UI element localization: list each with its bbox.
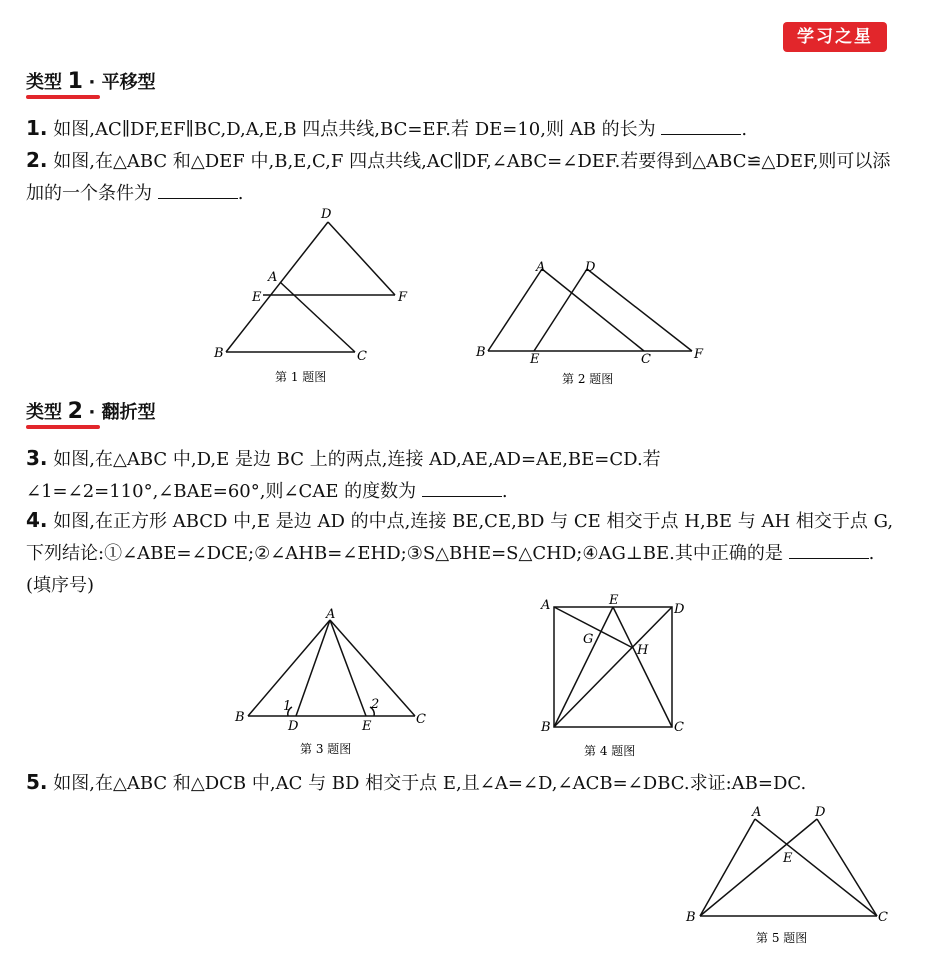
- figure-caption: 第 5 题图: [756, 931, 808, 945]
- label-c: C: [416, 712, 426, 727]
- figure-caption: 第 2 题图: [562, 372, 614, 386]
- label-a: A: [268, 270, 278, 285]
- segment-be: [554, 607, 613, 727]
- question-5: [26, 766, 894, 800]
- question-number: 1.: [26, 116, 48, 140]
- question-4: [26, 504, 894, 602]
- figure-caption: 第 3 题图: [300, 742, 352, 756]
- label-c: C: [878, 910, 888, 925]
- question-tail: .: [741, 119, 748, 140]
- section-heading-type-2: [26, 398, 156, 424]
- angle-1-label: 1: [283, 699, 292, 714]
- answer-blank[interactable]: [158, 180, 238, 199]
- segment-ae: [330, 620, 366, 716]
- figure-2: [472, 255, 712, 390]
- angle-2-label: 2: [371, 697, 380, 712]
- section-title: · 翻折型: [88, 402, 156, 423]
- question-number: 4.: [26, 508, 48, 532]
- question-number: 3.: [26, 446, 48, 470]
- figure-4: [537, 592, 697, 762]
- label-c: C: [641, 352, 651, 367]
- label-e: E: [362, 719, 372, 734]
- answer-blank[interactable]: [789, 540, 869, 559]
- question-number: 5.: [26, 770, 48, 794]
- segment-ce: [613, 607, 672, 727]
- label-c: C: [357, 349, 367, 364]
- label-a: A: [752, 805, 762, 820]
- section-underline: [26, 425, 100, 429]
- label-c: C: [674, 720, 684, 735]
- label-d: D: [321, 207, 332, 222]
- segment-bd: [554, 607, 672, 727]
- segment-de: [534, 269, 587, 351]
- section-number: 2: [67, 399, 83, 424]
- segment-ac: [280, 282, 355, 352]
- label-e: E: [252, 290, 262, 305]
- label-f: F: [398, 290, 408, 305]
- segment-ab: [700, 819, 755, 916]
- figure-caption: 第 1 题图: [275, 370, 327, 384]
- label-g: G: [583, 632, 594, 647]
- question-1: [26, 112, 894, 146]
- label-e: E: [783, 851, 793, 866]
- segment-ab: [488, 269, 542, 351]
- answer-blank[interactable]: [422, 478, 502, 497]
- label-f: F: [694, 347, 704, 362]
- segment-ah: [554, 607, 633, 648]
- answer-blank[interactable]: [661, 116, 741, 135]
- figure-5: [682, 800, 892, 950]
- label-b: B: [235, 710, 245, 725]
- question-text: 如图,在正方形 ABCD 中,E 是边 AD 的中点,连接 BE,CE,BD 与 CE 相交于点 H,BE 与 AH 相交于点 G,下列结论:①∠ABE=∠DCE;②∠AHB=∠EHD;③S△BHE=S△CHD;④AG⊥BE.其中正确的是: [26, 511, 894, 564]
- section-number: 1: [67, 69, 83, 94]
- figure-caption: 第 4 题图: [584, 744, 636, 758]
- label-a: A: [536, 260, 546, 275]
- section-heading-type-1: [26, 68, 156, 94]
- question-number: 2.: [26, 148, 48, 172]
- label-a: A: [541, 598, 551, 613]
- segment-ac: [755, 819, 877, 916]
- segment-db: [226, 222, 328, 352]
- section-underline: [26, 95, 100, 99]
- segment-ac: [542, 269, 644, 351]
- question-2: [26, 144, 894, 210]
- question-text: 如图,在△ABC 和△DCB 中,AC 与 BD 相交于点 E,且∠A=∠D,∠ACB=∠DBC.求证:AB=DC.: [53, 773, 807, 794]
- question-text: 如图,在△ABC 和△DEF 中,B,E,C,F 四点共线,AC∥DF,∠ABC=∠DEF.若要得到△ABC≌△DEF,则可以添加的一个条件为: [26, 151, 891, 204]
- question-text: 如图,在△ABC 中,D,E 是边 BC 上的两点,连接 AD,AE,AD=AE,BE=CD.若∠1=∠2=110°,∠BAE=60°,则∠CAE 的度数为: [26, 449, 661, 502]
- question-3: [26, 442, 894, 508]
- segment-df: [587, 269, 692, 351]
- label-a: A: [326, 607, 336, 622]
- label-d: D: [815, 805, 826, 820]
- section-label: 类型: [26, 402, 62, 423]
- label-d: D: [585, 260, 596, 275]
- publisher-logo: 学习之星: [783, 22, 887, 52]
- segment-df: [328, 222, 395, 295]
- question-tail: .: [237, 183, 244, 204]
- label-d: D: [674, 602, 685, 617]
- label-d: D: [288, 719, 299, 734]
- label-b: B: [541, 720, 551, 735]
- segment-db: [700, 819, 817, 916]
- label-b: B: [476, 345, 486, 360]
- question-tail: .(填序号): [26, 543, 875, 596]
- figure-3: [230, 606, 430, 761]
- label-e: E: [530, 352, 540, 367]
- section-title: · 平移型: [88, 72, 156, 93]
- label-b: B: [214, 346, 224, 361]
- segment-dc: [817, 819, 877, 916]
- label-b: B: [686, 910, 696, 925]
- question-tail: .: [501, 481, 508, 502]
- segment-ad: [296, 620, 330, 716]
- question-text: 如图,AC∥DF,EF∥BC,D,A,E,B 四点共线,BC=EF.若 DE=10,则 AB 的长为: [53, 119, 656, 140]
- figure-1: [205, 205, 420, 390]
- section-label: 类型: [26, 72, 62, 93]
- label-e: E: [609, 593, 619, 608]
- label-h: H: [637, 643, 649, 658]
